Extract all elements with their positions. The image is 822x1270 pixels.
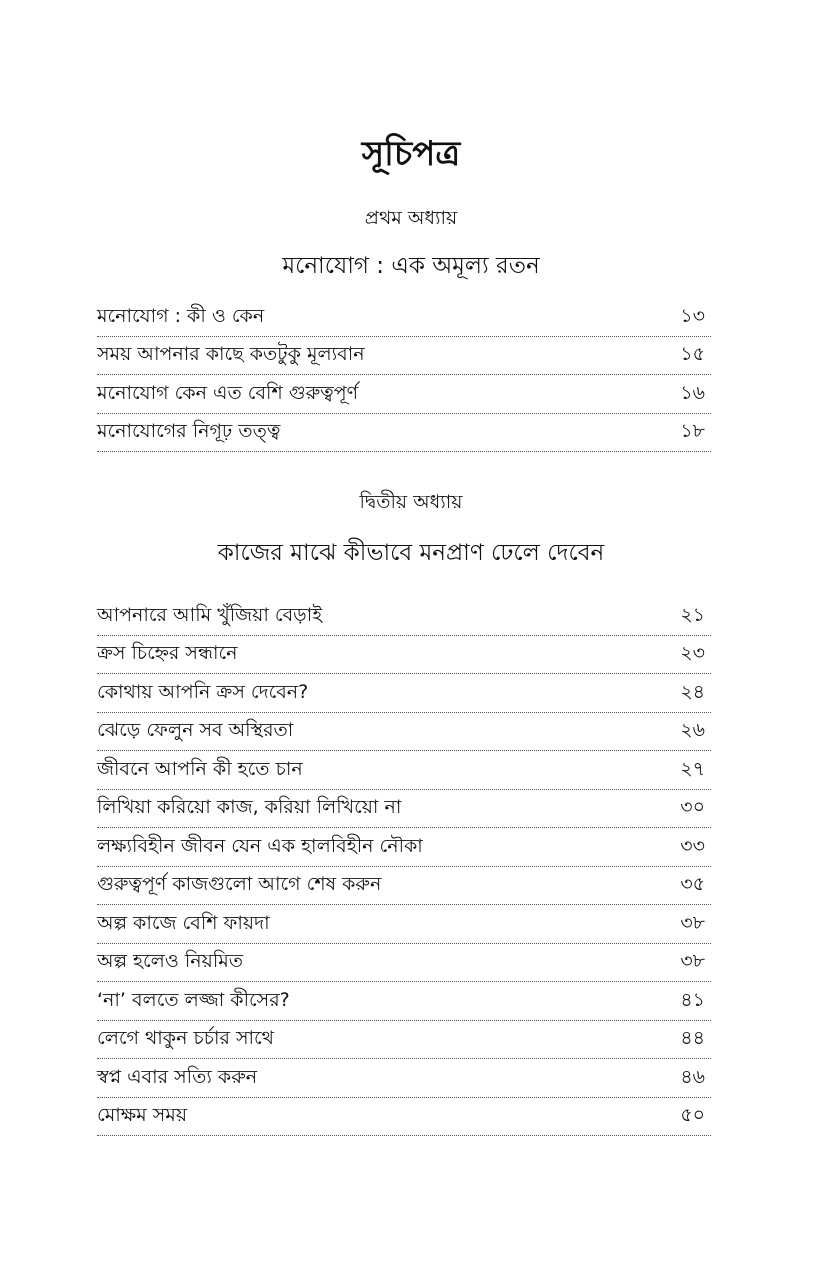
toc-entry-title: মনোযোগের নিগূঢ় তত্ত্ব [97,420,281,442]
toc-entry-page: ১৮ [680,420,705,442]
toc-entry-title: জীবনে আপনি কী হতে চান [97,757,303,780]
toc-entry-title: কোথায় আপনি ক্রস দেবেন? [97,680,309,703]
toc-entry[interactable] [97,337,711,376]
toc-entry[interactable] [97,944,711,983]
toc-entry-page: ৪৬ [680,1065,705,1088]
toc-entry[interactable] [97,790,711,829]
chapter-2-toc-list [97,597,711,1136]
chapter-2-heading: কাজের মাঝে কীভাবে মনপ্রাণ ঢেলে দেবেন [217,540,605,566]
chapter-2-label: দ্বিতীয় অধ্যায় [359,491,463,513]
toc-entry[interactable] [97,867,711,906]
toc-entry-page: ৩৮ [680,950,705,972]
toc-entry[interactable] [97,713,711,752]
chapter-1-label: প্রথম অধ্যায় [364,207,458,229]
toc-entry-title: মোক্ষম সময় [97,1104,188,1126]
toc-entry-page: ১৬ [680,381,705,404]
toc-entry-title: মনোযোগ : কী ও কেন [97,304,265,327]
toc-entry-page: ৪১ [680,988,705,1011]
toc-entry-title: সময় আপনার কাছে কতটুকু মূল্যবান [97,343,365,365]
toc-entry[interactable] [97,636,711,675]
chapter-1-toc-list [97,298,711,452]
toc-entry-title: লেগে থাকুন চর্চার সাথে [97,1027,274,1049]
toc-entry-title: অল্প হলেও নিয়মিত [97,950,244,972]
toc-entry-title: লিখিয়া করিয়ো কাজ, করিয়া লিখিয়ো না [97,796,402,818]
toc-entry[interactable] [97,905,711,944]
toc-entry[interactable] [97,1021,711,1060]
toc-entry-title: ‘না’ বলতে লজ্জা কীসের? [97,988,290,1011]
toc-entry-title: লক্ষ্যবিহীন জীবন যেন এক হালবিহীন নৌকা [97,834,423,857]
toc-entry-page: ৩৩ [680,834,705,857]
toc-entry[interactable] [97,982,711,1021]
toc-entry-page: ২১ [680,603,705,626]
toc-entry-page: ২৪ [680,680,705,703]
toc-entry-page: ৪৪ [680,1027,705,1049]
toc-entry-title: গুরুত্বপূর্ণ কাজগুলো আগে শেষ করুন [97,873,382,895]
toc-entry-page: ২৩ [680,642,705,664]
toc-entry-title: মনোযোগ কেন এত বেশি গুরুত্বপূর্ণ [97,381,359,404]
toc-entry[interactable] [97,828,711,867]
toc-entry-title: ঝেড়ে ফেলুন সব অস্থিরতা [97,719,294,741]
toc-entry[interactable] [97,375,711,414]
toc-entry-title: স্বপ্ন এবার সত্যি করুন [97,1065,258,1088]
toc-entry[interactable] [97,414,711,453]
toc-entry[interactable] [97,751,711,790]
toc-entry[interactable] [97,674,711,713]
toc-entry-page: ১৩ [680,304,705,327]
toc-entry[interactable] [97,1059,711,1098]
toc-entry-title: আপনারে আমি খুঁজিয়া বেড়াই [97,603,323,626]
toc-entry[interactable] [97,1098,711,1137]
toc-entry[interactable] [97,597,711,636]
toc-entry-page: ৫০ [680,1104,705,1126]
toc-entry-title: ক্রস চিহ্নের সন্ধানে [97,642,238,664]
chapter-1-heading: মনোযোগ : এক অমূল্য রতন [282,253,540,279]
toc-entry-page: ২৬ [680,719,705,741]
toc-entry-page: ১৫ [680,343,705,365]
toc-entry-page: ৩৫ [680,873,705,895]
page-title: সূচিপত্র [361,134,461,174]
toc-entry-page: ৩৮ [680,911,705,934]
toc-entry-page: ২৭ [680,757,705,780]
toc-entry-page: ৩০ [680,796,705,818]
toc-entry-title: অল্প কাজে বেশি ফায়দা [97,911,270,934]
toc-entry[interactable] [97,298,711,337]
